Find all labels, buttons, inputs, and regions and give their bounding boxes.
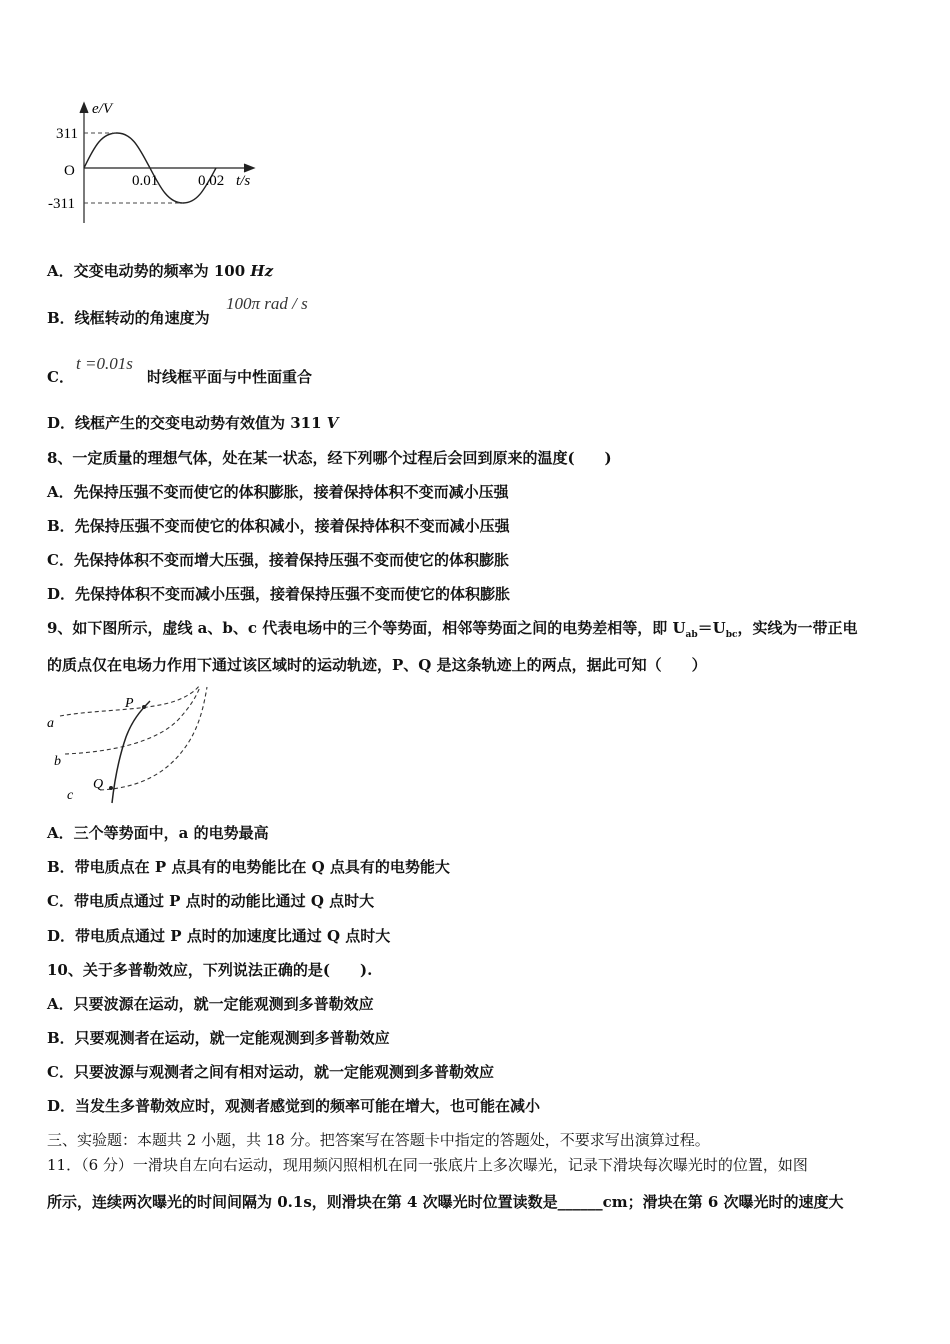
q9-option-b: B．带电质点在 P 点具有的电势能比在 Q 点具有的电势能大 <box>47 858 450 876</box>
x-tick-002: 0.02 <box>198 173 225 189</box>
q9-option-c: C．带电质点通过 P 点时的动能比通过 Q 点时大 <box>47 892 375 910</box>
label-q: Q <box>93 777 104 792</box>
x-axis-arrow <box>244 164 254 172</box>
q7-option-a: A．交变电动势的频率为 100 Hz <box>47 262 274 280</box>
q10-option-c: C．只要波源与观测者之间有相对运动，就一定能观测到多普勒效应 <box>47 1063 494 1081</box>
q11-line2: 所示，连续两次曝光的时间间隔为 0.1s，则滑块在第 4 次曝光时位置读数是______cm；滑块在第 6 次曝光时的速度大 <box>47 1193 844 1211</box>
x-axis-label: t/s <box>236 173 251 189</box>
q7-option-d: D．线框产生的交变电动势有效值为 311 V <box>47 414 339 432</box>
q7-option-c-text: 时线框平面与中性面重合 <box>147 368 313 386</box>
emf-time-graph <box>40 95 270 230</box>
q8-stem: 8、一定质量的理想气体，处在某一状态，经下列哪个过程后会回到原来的温度( ) <box>47 449 612 467</box>
q9-stem-line2: 的质点仅在电场力作用下通过该区域时的运动轨迹，P、Q 是这条轨迹上的两点，据此可知（ ） <box>47 656 707 674</box>
y-axis-label: e/V <box>92 101 112 117</box>
q9-option-a: A．三个等势面中，a 的电势最高 <box>47 824 269 842</box>
y-min-label: -311 <box>48 196 75 212</box>
label-c: c <box>67 788 74 803</box>
q8-option-b: B．先保持压强不变而使它的体积减小，接着保持体积不变而减小压强 <box>47 517 510 535</box>
q7-option-b: B．线框转动的角速度为 <box>47 309 210 327</box>
point-p <box>142 705 146 709</box>
y-max-label: 311 <box>56 126 78 142</box>
q7-option-c-label: C． <box>47 368 74 386</box>
y-axis-arrow <box>80 103 88 113</box>
q7-option-c-formula: t =0.01s <box>76 354 133 373</box>
q8-option-c: C．先保持体积不变而增大压强，接着保持压强不变而使它的体积膨胀 <box>47 551 509 569</box>
q10-stem: 10、关于多普勒效应，下列说法正确的是( ). <box>47 961 373 979</box>
x-tick-001: 0.01 <box>132 173 159 189</box>
label-a: a <box>47 716 54 731</box>
q9-stem-line1: 9、如下图所示，虚线 a、b、c 代表电场中的三个等势面，相邻等势面之间的电势差相等，即 $U_{ab}=U_{bc}$，实线为一带正电 <box>47 619 858 640</box>
label-p: P <box>125 696 134 711</box>
q8-option-a: A．先保持压强不变而使它的体积膨胀，接着保持体积不变而减小压强 <box>47 483 509 501</box>
equipotential-figure <box>40 685 220 805</box>
q8-option-d: D．先保持体积不变而减小压强，接着保持压强不变而使它的体积膨胀 <box>47 585 511 603</box>
point-q <box>109 786 113 790</box>
q11-line1: 11．（6 分）一滑块自左向右运动，现用频闪照相机在同一张底片上多次曝光，记录下滑块每次曝光时的位置，如图 <box>47 1156 808 1174</box>
q7-option-b-formula: 100π rad / s <box>226 294 308 313</box>
label-b: b <box>54 754 61 769</box>
q10-option-a: A．只要波源在运动，就一定能观测到多普勒效应 <box>47 995 374 1013</box>
section3-heading: 三、实验题：本题共 2 小题，共 18 分。把答案写在答题卡中指定的答题处，不要求写出演算过程。 <box>47 1131 710 1149</box>
q10-option-d: D．当发生多普勒效应时，观测者感觉到的频率可能在增大，也可能在减小 <box>47 1097 541 1115</box>
origin-label: O <box>64 163 75 179</box>
q9-option-d: D．带电质点通过 P 点时的加速度比通过 Q 点时大 <box>47 927 391 945</box>
q10-option-b: B．只要观测者在运动，就一定能观测到多普勒效应 <box>47 1029 390 1047</box>
